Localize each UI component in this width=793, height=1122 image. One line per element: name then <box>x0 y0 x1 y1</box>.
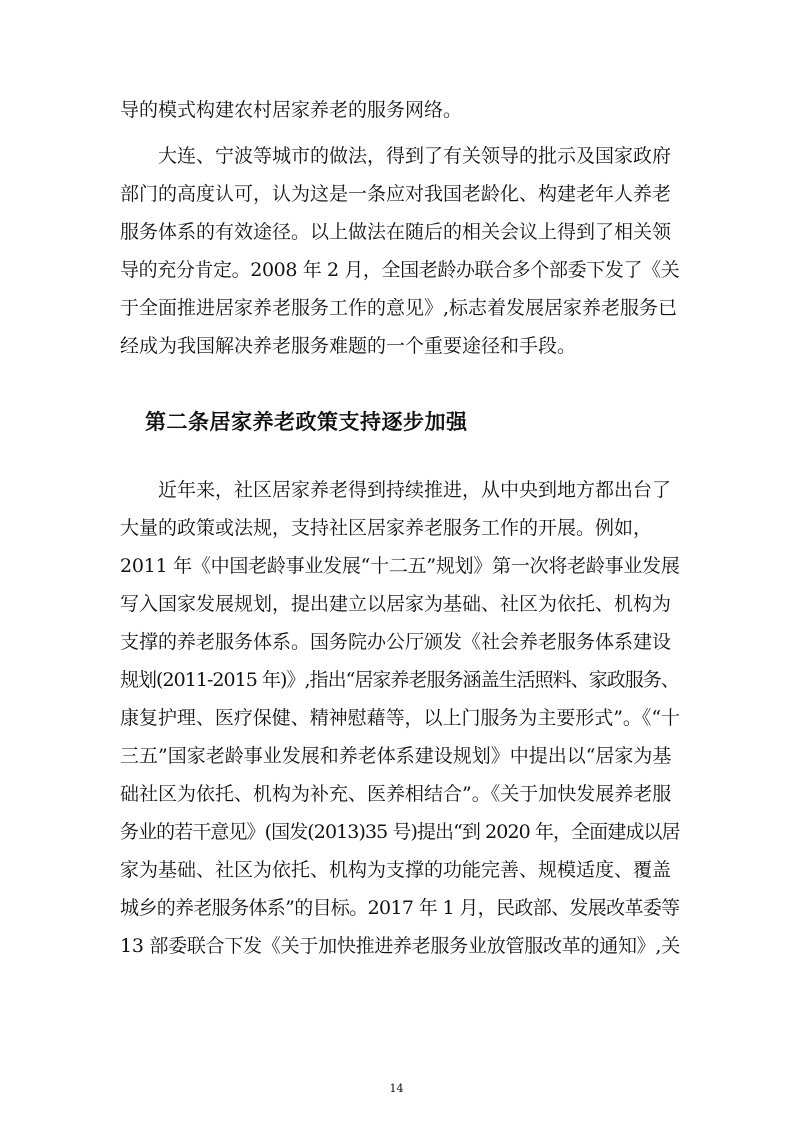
paragraph-2-line-3: 服务体系的有效途径。以上做法在随后的相关会议上得到了相关领 <box>120 221 672 243</box>
paragraph-3-line-8: 三五”国家老龄事业发展和养老体系建设规划》中提出以“居家为基 <box>120 745 672 767</box>
page-number: 14 <box>389 1082 404 1095</box>
paragraph-3-line-9: 础社区为依托、机构为补充、医养相结合”。《关于加快发展养老服 <box>120 783 672 805</box>
paragraph-3-line-4: 写入国家发展规划，提出建立以居家为基础、社区为依托、机构为 <box>120 593 672 615</box>
paragraph-3-line-12: 城乡的养老服务体系”的目标。2017 年 1 月，民政部、发展改革委等 <box>120 897 680 919</box>
paragraph-3-line-13: 13 部委联合下发《关于加快推进养老服务业放管服改革的通知》,关 <box>120 935 680 957</box>
paragraph-2-line-4: 导的充分肯定。2008 年 2 月，全国老龄办联合多个部委下发了《关 <box>120 259 680 281</box>
paragraph-3-line-2: 大量的政策或法规，支持社区居家养老服务工作的开展。例如， <box>120 517 653 539</box>
paragraph-3-line-5: 支撑的养老服务体系。国务院办公厅颁发《社会养老服务体系建设 <box>120 631 672 653</box>
paragraph-2-line-5: 于全面推进居家养老服务工作的意见》,标志着发展居家养老服务已 <box>120 297 678 319</box>
paragraph-3-line-1: 近年来，社区居家养老得到持续推进，从中央到地方都出台了 <box>158 479 672 501</box>
paragraph-3-line-3: 2011 年《中国老龄事业发展“十二五”规划》第一次将老龄事业发展 <box>120 555 680 577</box>
paragraph-3-line-10: 务业的若干意见》(国发(2013)35 号)提出“到 2020 年，全面建成以居 <box>120 821 680 843</box>
paragraph-3-line-6: 规划(2011-2015 年)》,指出“居家养老服务涵盖生活照料、家政服务、 <box>120 669 679 691</box>
paragraph-1-line-1: 导的模式构建农村居家养老的服务网络。 <box>120 99 463 121</box>
paragraph-2-line-1: 大连、宁波等城市的做法，得到了有关领导的批示及国家政府 <box>158 145 672 167</box>
section-heading: 第二条居家养老政策支持逐步加强 <box>145 409 468 434</box>
paragraph-3-line-11: 家为基础、社区为依托、机构为支撑的功能完善、规模适度、覆盖 <box>120 859 672 881</box>
paragraph-2-line-2: 部门的高度认可，认为这是一条应对我国老龄化、构建老年人养老 <box>120 183 672 205</box>
paragraph-2-line-6: 经成为我国解决养老服务难题的一个重要途径和手段。 <box>120 335 577 357</box>
paragraph-3-line-7: 康复护理、医疗保健、精神慰藉等，以上门服务为主要形式”。《“十 <box>120 707 680 729</box>
